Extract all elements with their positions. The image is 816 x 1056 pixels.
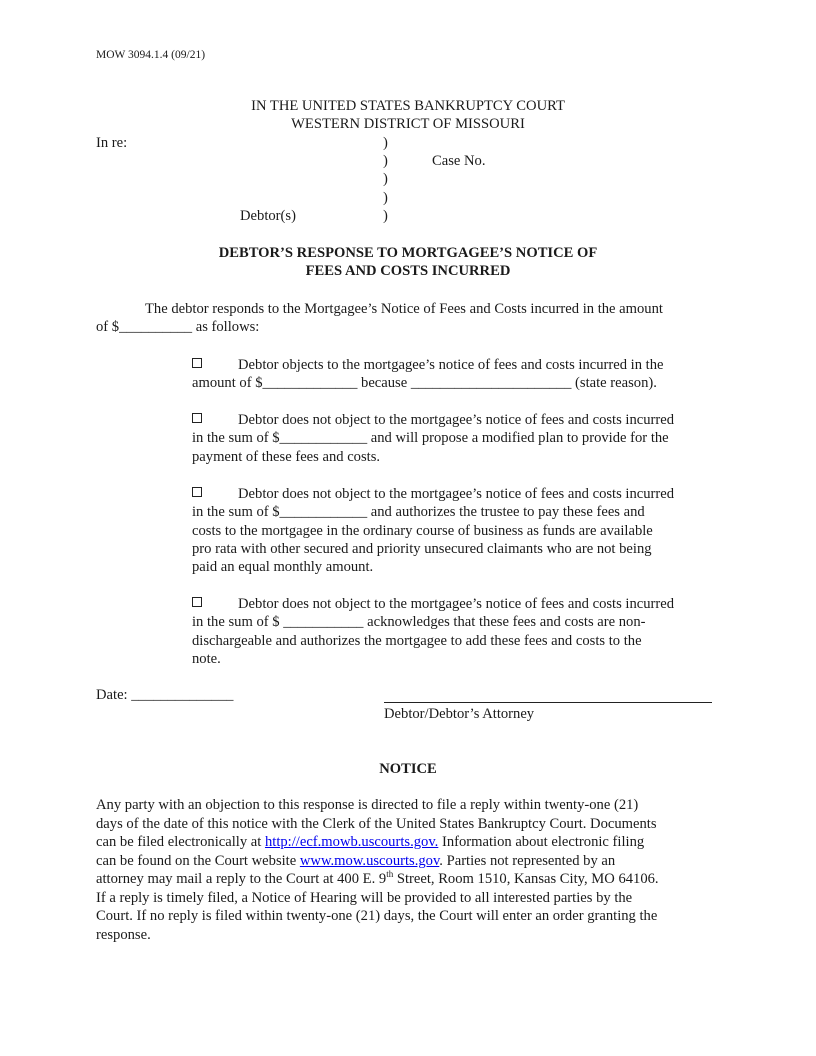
notice-text: . Parties not represented by an [439,853,616,869]
case-number-label: Case No. [432,153,486,169]
notice-line: Any party with an objection to this response is directed to file a reply within twenty-one (21) [96,797,639,813]
notice-text: Street, Room 1510, Kansas City, MO 64106. [393,871,659,887]
checkbox-option-2[interactable] [192,413,202,423]
court-website-link[interactable]: www.mow.uscourts.gov [299,853,440,869]
option-line: in the sum of $ ___________ acknowledges that these fees and costs are non- [192,614,646,631]
notice-line: If a reply is timely filed, a Notice of Hearing will be provided to all interested parties by the [96,890,633,906]
court-line-1: IN THE UNITED STATES BANKRUPTCY COURT [251,98,565,114]
caption-paren: ) [383,208,388,224]
option-line: Debtor does not object to the mortgagee’s notice of fees and costs incurred [238,596,675,612]
option-line: payment of these fees and costs. [192,448,381,465]
option-line: Debtor does not object to the mortgagee’s notice of fees and costs incurred [238,486,675,502]
notice-line [96,833,644,851]
court-line-2: WESTERN DISTRICT OF MISSOURI [291,116,525,132]
signature-line[interactable] [384,702,712,703]
checkbox-option-4[interactable] [192,597,202,607]
debtor-label: Debtor(s) [240,208,296,224]
form-number: MOW 3094.1.4 (09/21) [96,49,206,61]
notice-line: days of the date of this notice with the Clerk of the United States Bankruptcy Court. Documents [96,816,657,832]
notice-text: can be found on the Court website [96,853,300,869]
option-objects [192,356,722,393]
attorney-signature-label: Debtor/Debtor’s Attorney [384,706,535,722]
option-line: dischargeable and authorizes the mortgagee to add these fees and costs to the [192,632,642,649]
option-line: Debtor does not object to the mortgagee’s notice of fees and costs incurred [238,412,675,428]
option-line: Debtor objects to the mortgagee’s notice of fees and costs incurred in the [238,357,664,373]
option-line: pro rata with other secured and priority unsecured claimants who are not being [192,540,652,557]
option-modified-plan [192,411,722,466]
in-re-label: In re: [96,135,128,151]
option-trustee-pay [192,485,722,576]
option-line: note. [192,650,221,667]
intro-line-2: of $__________ as follows: [96,319,260,335]
notice-line: response. [96,927,151,943]
option-line: in the sum of $____________ and will propose a modified plan to provide for the [192,430,669,447]
checkbox-option-1[interactable] [192,358,202,368]
caption-paren: ) [383,171,388,187]
notice-line [96,852,615,870]
option-line: in the sum of $____________ and authorizes the trustee to pay these fees and [192,504,645,521]
caption-paren: ) [383,153,388,169]
ecf-link[interactable]: http://ecf.mowb.uscourts.gov. [264,834,439,850]
document-title-line-1: DEBTOR’S RESPONSE TO MORTGAGEE’S NOTICE OF [218,245,598,261]
option-line: costs to the mortgagee in the ordinary course of business as funds are available [192,522,653,539]
option-line: amount of $_____________ because ______________________ (state reason). [192,375,657,392]
notice-text: attorney may mail a reply to the Court at 400 E. 9 [96,871,387,887]
notice-line [96,870,659,888]
caption-paren: ) [383,135,388,151]
caption-paren: ) [383,190,388,206]
option-add-to-note [192,595,722,668]
notice-text: can be filed electronically at [96,834,265,850]
notice-text: Information about electronic filing [438,834,645,850]
document-title-line-2: FEES AND COSTS INCURRED [305,263,511,279]
notice-heading: NOTICE [379,761,437,777]
checkbox-option-3[interactable] [192,487,202,497]
date-field[interactable]: Date: ______________ [96,687,234,703]
notice-line: Court. If no reply is filed within twenty-one (21) days, the Court will enter an order granting the [96,908,658,924]
ordinal-suffix: th [386,869,394,880]
intro-line-1: The debtor responds to the Mortgagee’s Notice of Fees and Costs incurred in the amount [145,301,663,317]
option-line: paid an equal monthly amount. [192,559,374,576]
